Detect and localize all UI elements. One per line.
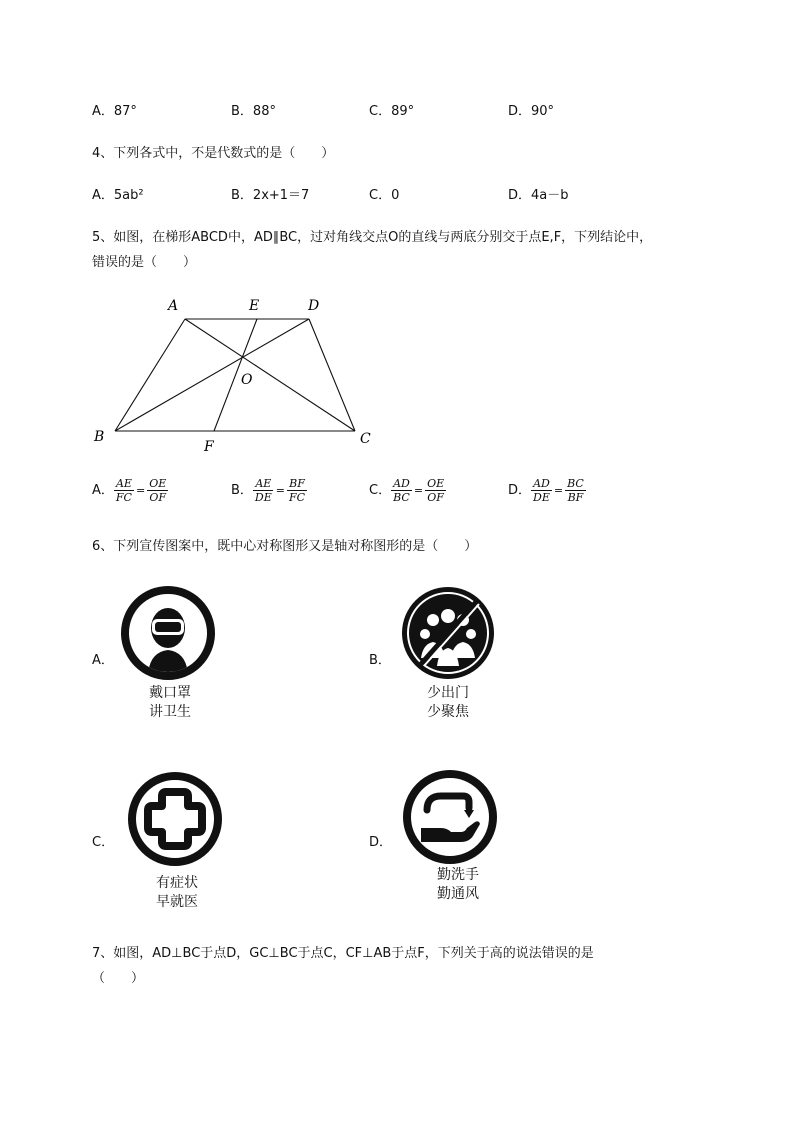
side-ab	[115, 319, 185, 431]
q6-option-c-caption: 有症状 早就医	[156, 875, 198, 910]
option-prefix: D．	[508, 483, 532, 498]
q5-option-c: C． $\frac{AD}{BC}$ = $\frac{OE}{OF}$	[369, 477, 445, 504]
q5-option-d: D． $\frac{AD}{DE}$ = $\frac{BC}{BF}$	[508, 477, 584, 504]
q3-option-a: A．87°	[92, 104, 137, 119]
label-b: B	[94, 429, 105, 445]
fraction: $\frac{AE}{FC}$	[115, 477, 132, 504]
label-c: C	[360, 431, 371, 447]
q6-option-d-prefix: D．	[369, 835, 393, 850]
q5-option-b: B． $\frac{AE}{DE}$ = $\frac{BF}{FC}$	[231, 477, 306, 504]
q6-option-a-prefix: A．	[92, 653, 114, 668]
mask-person-icon	[119, 586, 219, 680]
q5-option-a: A． $\frac{AE}{FC}$ = $\frac{OE}{OF}$	[92, 477, 167, 504]
diagonal-ac	[185, 319, 355, 431]
q6-option-b-caption: 少出门 少聚焦	[427, 685, 469, 720]
option-prefix: B．	[231, 483, 253, 498]
q3-option-c: C．89°	[369, 104, 415, 119]
diagonal-bd	[115, 319, 309, 431]
label-d: D	[308, 298, 320, 314]
label-e: E	[249, 298, 260, 314]
fraction: $\frac{OE}{OF}$	[149, 477, 167, 504]
q4-option-a: A．5ab²	[92, 188, 144, 203]
side-dc	[309, 319, 355, 431]
q5-stem-line1: 5、如图，在梯形ABCD中，AD∥BC，过对角线交点O的直线与两底分别交于点E,F，下列结论中，	[92, 230, 653, 245]
fraction: $\frac{BC}{BF}$	[567, 477, 584, 504]
q4-option-c: C．0	[369, 188, 400, 203]
label-a: A	[168, 298, 179, 314]
q5-stem-line2: 错误的是（ ）	[92, 255, 197, 270]
fraction: $\frac{AE}{DE}$	[254, 477, 272, 504]
q4-stem: 4、下列各式中，不是代数式的是（ ）	[92, 146, 335, 161]
option-prefix: A．	[92, 483, 114, 498]
q6-option-a-caption: 戴口罩 讲卫生	[149, 685, 191, 720]
fraction: $\frac{OE}{OF}$	[427, 477, 445, 504]
q6-option-c-prefix: C．	[92, 835, 115, 850]
q4-option-b: B．2x+1＝7	[231, 188, 310, 203]
q4-option-d: D．4a－b	[508, 188, 569, 203]
q6-option-d-caption: 勤洗手 勤通风	[437, 867, 479, 902]
q5-trapezoid-figure	[88, 290, 388, 460]
fraction: $\frac{AD}{BC}$	[393, 477, 410, 504]
label-f: F	[204, 439, 214, 455]
fraction: $\frac{BF}{FC}$	[289, 477, 306, 504]
cross-icon	[126, 772, 226, 866]
crowd-prohibited-icon	[399, 586, 499, 680]
q3-option-b: B．88°	[231, 104, 276, 119]
q6-option-b-prefix: B．	[369, 653, 391, 668]
q3-option-d: D．90°	[508, 104, 555, 119]
option-prefix: C．	[369, 483, 392, 498]
hand-washing-icon	[401, 770, 501, 864]
q6-stem: 6、下列宣传图案中，既中心对称图形又是轴对称图形的是（ ）	[92, 539, 478, 554]
label-o: O	[241, 372, 253, 388]
q7-stem-line2: （ ）	[92, 971, 145, 986]
q7-stem-line1: 7、如图，AD⊥BC于点D，GC⊥BC于点C，CF⊥AB于点F，下列关于高的说法错误的是	[92, 946, 594, 961]
fraction: $\frac{AD}{DE}$	[533, 477, 550, 504]
